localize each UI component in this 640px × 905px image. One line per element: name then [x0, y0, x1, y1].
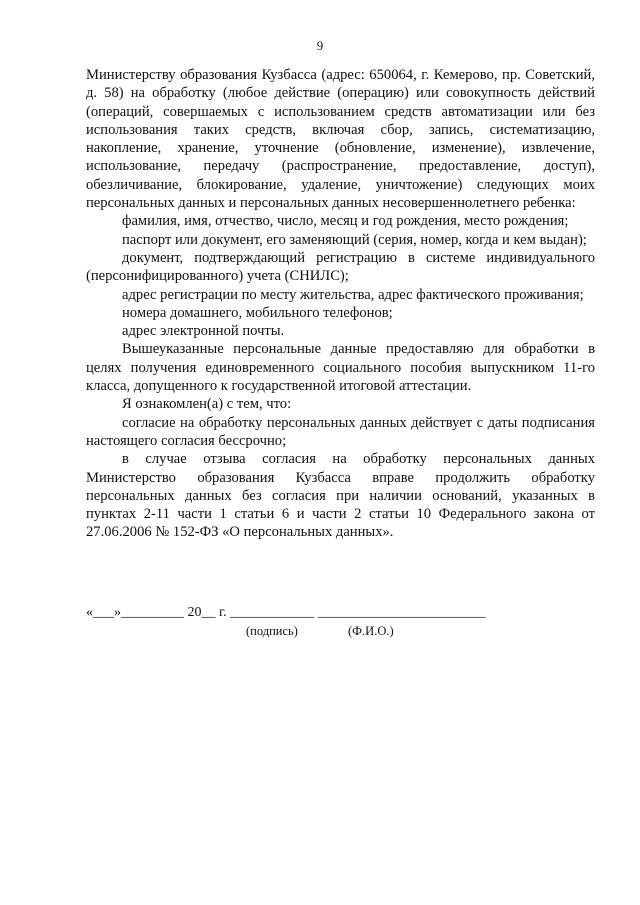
page-number: 9: [316, 38, 324, 53]
paragraph-term: согласие на обработку персональных данных действует с даты подписания настоящего согласия бессрочно;: [86, 414, 595, 449]
paragraph-item-email: адрес электронной почты.: [122, 323, 285, 340]
name-caption: (Ф.И.О.): [348, 624, 394, 638]
paragraph-acknowledged: Я ознакомлен(а) с тем, что:: [122, 396, 292, 413]
paragraph-purpose: Вышеуказанные персональные данные предоставляю для обработки в целях получения единовременного социального пособия выпускником 11-го класса, допущенного к государственной итоговой аттестации.: [86, 341, 595, 395]
paragraph-item-passport: паспорт или документ, его заменяющий (серия, номер, когда и кем выдан);: [122, 231, 587, 248]
paragraph-revocation: в случае отзыва согласия на обработку персональных данных Министерство образования Кузбасса вправе продолжить обработку персональных данных без согласия при наличии оснований, указанных в пунктах 2-11 части 1 статьи 6 и части 2 статьи 10 Федерального закона от 27.06.2006 № 152-ФЗ «О персональных данных».: [86, 451, 595, 541]
consent-body: [86, 66, 595, 542]
signature-line: «___»_________ 20__ г. ____________ ________________________: [86, 605, 486, 620]
signature-caption: (подпись): [246, 624, 298, 638]
paragraph-item-snils: документ, подтверждающий регистрацию в системе индивидуального (персонифицированного) учета (СНИЛС);: [86, 249, 595, 285]
paragraph-item-phones: номера домашнего, мобильного телефонов;: [122, 304, 393, 321]
paragraph-item-address: адрес регистрации по месту жительства, адрес фактического проживания;: [122, 286, 584, 303]
paragraph-item-fio: фамилия, имя, отчество, число, месяц и год рождения, место рождения;: [122, 213, 569, 230]
signature-block: [86, 604, 486, 644]
paragraph-intro: Министерству образования Кузбасса (адрес: 650064, г. Кемерово, пр. Советский, д. 58) на обработку (любое действие (операцию) или совокупность действий (операций, совершаемых с использованием средств автоматизации или без использования таких средств, включая сбор, запись, систематизацию, накопление, хранение, уточнение (обновление, изменение), извлечение, использование, передачу (распространение, предоставление, доступ), обезличивание, блокирование, удаление, уничтожение) следующих моих персональных данных и персональных данных несовершеннолетнего ребенка:: [86, 67, 595, 212]
